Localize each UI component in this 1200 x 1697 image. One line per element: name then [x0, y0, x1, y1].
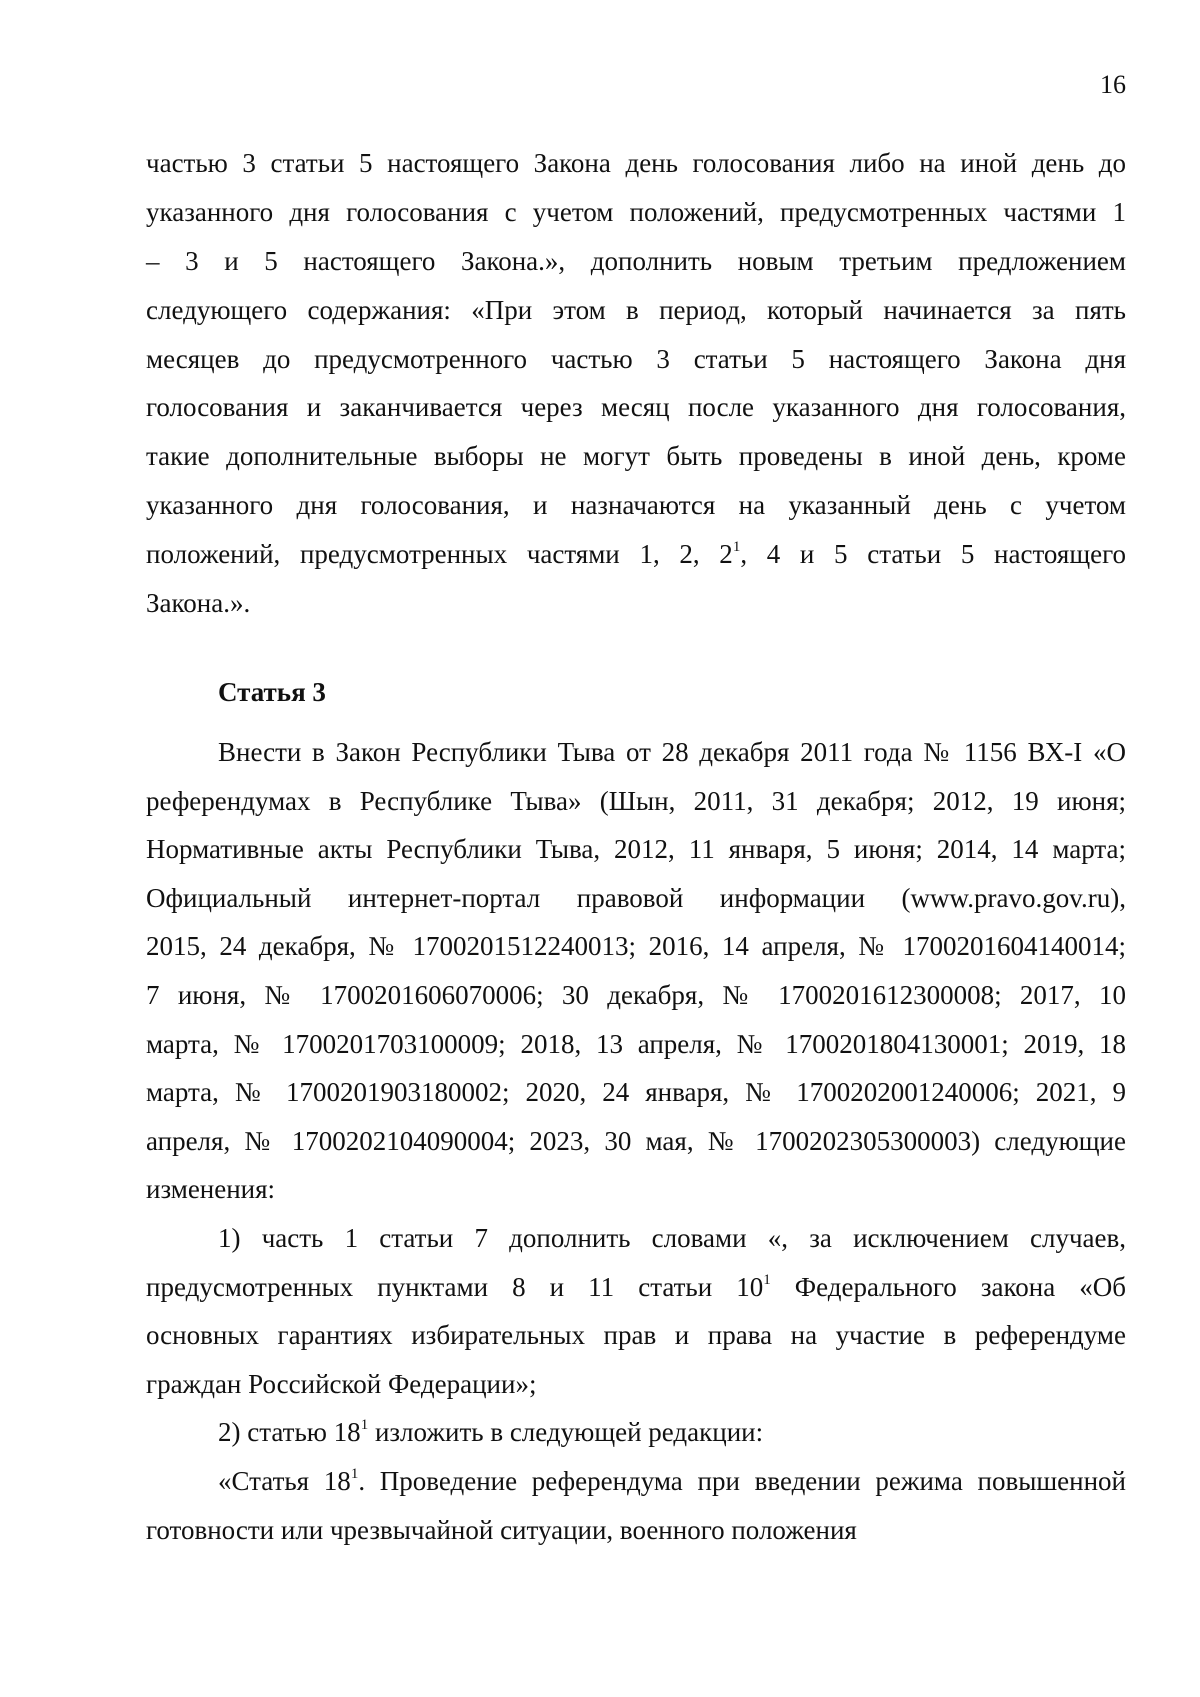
text-line: – 3 и 5 настоящего Закона.», дополнить новым третьим предложением — [146, 245, 1126, 276]
text-line: Нормативные акты Республики Тыва, 2012, 11 января, 5 июня; 2014, 14 марта; — [146, 834, 1126, 865]
text-line: референдумах в Республике Тыва» (Шын, 2011, 31 декабря; 2012, 19 июня; — [146, 785, 1126, 816]
line-text: Федерального закона «Об — [770, 1271, 1126, 1302]
text-line: марта, № 1700201703100009; 2018, 13 апреля, № 1700201804130001; 2019, 18 — [146, 1028, 1126, 1059]
text-line: частью 3 статьи 5 настоящего Закона день голосования либо на иной день до — [146, 148, 1126, 178]
text-line-with-superscript — [146, 530, 1126, 579]
line-text: изложить в следующей редакции: — [368, 1417, 764, 1448]
text-line: изменения: — [146, 1174, 276, 1205]
text-line: такие дополнительные выборы не могут быть проведены в иной день, кроме — [146, 441, 1126, 472]
line-text: предусмотренных пунктами 8 и 11 статьи 10 — [146, 1271, 764, 1302]
text-line-with-superscript — [146, 1408, 1126, 1457]
text-line: марта, № 1700201903180002; 2020, 24 января, № 1700202001240006; 2021, 9 — [146, 1077, 1126, 1108]
text-line: указанного дня голосования с учетом положений, предусмотренных частями 1 — [146, 196, 1126, 227]
text-line: месяцев до предусмотренного частью 3 статьи 5 настоящего Закона дня — [146, 343, 1126, 374]
article-body — [146, 728, 1126, 1554]
text-line: Официальный интернет-портал правовой информации (www.pravo.gov.ru), — [146, 882, 1126, 913]
page-number: 16 — [1100, 70, 1126, 99]
line-text: , 4 и 5 статьи 5 настоящего — [740, 539, 1126, 570]
text-line: указанного дня голосования, и назначаются на указанный день с учетом — [146, 490, 1126, 521]
text-line: 2015, 24 декабря, № 1700201512240013; 2016, 14 апреля, № 1700201604140014; — [146, 931, 1126, 962]
text-line: Закона.». — [146, 588, 251, 619]
superscript: 1 — [360, 1417, 369, 1434]
text-line: основных гарантиях избирательных прав и права на участие в референдуме — [146, 1320, 1126, 1351]
paragraph-continuation — [146, 139, 1126, 628]
superscript: 1 — [350, 1465, 359, 1482]
text-line: апреля, № 1700202104090004; 2023, 30 мая, № 1700202305300003) следующие — [146, 1125, 1126, 1156]
text-line-with-superscript — [146, 1457, 1126, 1506]
text-line-with-superscript — [146, 1263, 1126, 1312]
line-text: 2) статью 18 — [218, 1417, 361, 1448]
text-line: готовности или чрезвычайной ситуации, военного положения — [146, 1514, 857, 1545]
text-line: граждан Российской Федерации»; — [146, 1368, 537, 1399]
line-text: . Проведение референдума при введении режима повышенной — [358, 1465, 1126, 1496]
text-line: Внести в Закон Республики Тыва от 28 декабря 2011 года № 1156 ВХ-I «О — [218, 737, 1126, 767]
line-text: «Статья 18 — [218, 1465, 351, 1496]
text-line: следующего содержания: «При этом в период, который начинается за пять — [146, 294, 1126, 325]
line-text: положений, предусмотренных частями 1, 2, 2 — [146, 539, 733, 570]
text-line: голосования и заканчивается через месяц после указанного дня голосования, — [146, 392, 1126, 423]
article-heading: Статья 3 — [218, 677, 326, 707]
text-line: 7 июня, № 1700201606070006; 30 декабря, № 1700201612300008; 2017, 10 — [146, 979, 1126, 1010]
superscript: 1 — [763, 1271, 771, 1288]
text-line: 1) часть 1 статьи 7 дополнить словами «, за исключением случаев, — [218, 1222, 1126, 1253]
superscript: 1 — [732, 539, 741, 556]
